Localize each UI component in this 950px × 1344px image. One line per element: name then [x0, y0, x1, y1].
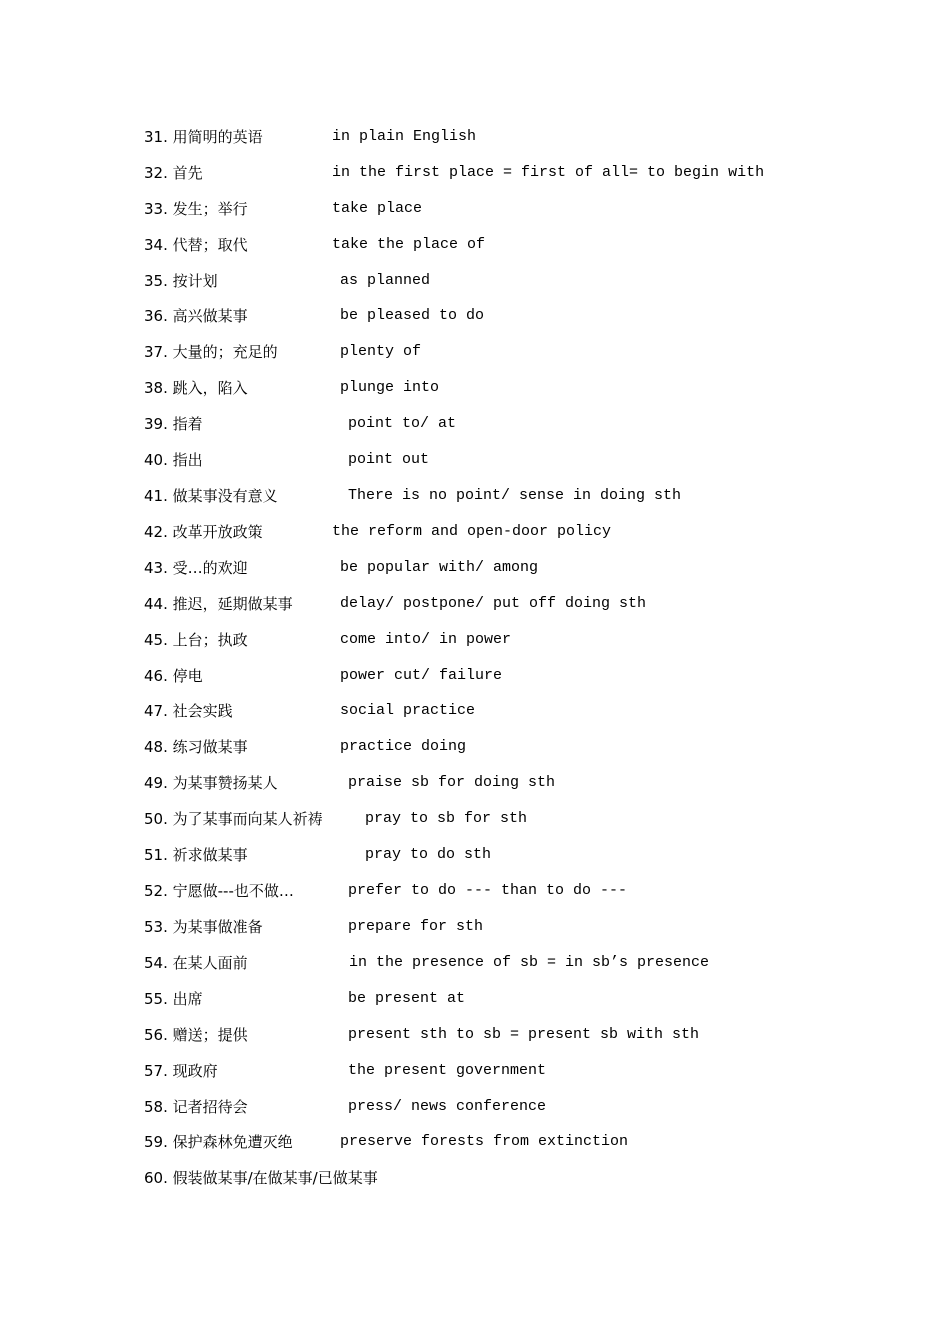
- chinese-term: 45. 上台；执政: [144, 631, 248, 649]
- list-item: [144, 592, 924, 616]
- list-item: [144, 1130, 924, 1154]
- english-phrase: be popular with/ among: [340, 559, 539, 576]
- english-phrase: present sth to sb = present sb with sth: [348, 1026, 700, 1043]
- list-item: [144, 269, 924, 293]
- chinese-term: 55. 出席: [144, 990, 203, 1008]
- list-item: [144, 664, 924, 688]
- english-phrase: pray to do sth: [365, 846, 492, 863]
- english-phrase: come into/ in power: [340, 631, 512, 648]
- chinese-term: 41. 做某事没有意义: [144, 487, 278, 505]
- chinese-term: 47. 社会实践: [144, 702, 233, 720]
- chinese-term: 52. 宁愿做---也不做…: [144, 882, 294, 900]
- list-item: [144, 233, 924, 257]
- english-phrase: preserve forests from extinction: [340, 1133, 629, 1150]
- english-phrase: as planned: [340, 272, 431, 289]
- english-phrase: the present government: [348, 1062, 547, 1079]
- chinese-term: 31. 用简明的英语: [144, 128, 263, 146]
- english-phrase: be present at: [348, 990, 466, 1007]
- chinese-term: 35. 按计划: [144, 272, 218, 290]
- chinese-term: 60. 假装做某事/在做某事/已做某事: [144, 1169, 378, 1187]
- chinese-term: 42. 改革开放政策: [144, 523, 263, 541]
- list-item: [144, 699, 924, 723]
- list-item: [144, 879, 924, 903]
- chinese-term: 43. 受…的欢迎: [144, 559, 248, 577]
- list-item: [144, 448, 924, 472]
- english-phrase: plunge into: [340, 379, 440, 396]
- english-phrase: point to/ at: [348, 415, 457, 432]
- list-item: [144, 915, 924, 939]
- english-phrase: practice doing: [340, 738, 467, 755]
- list-item: [144, 125, 924, 149]
- english-phrase: praise sb for doing sth: [348, 774, 556, 791]
- list-item: [144, 376, 924, 400]
- list-item: [144, 556, 924, 580]
- list-item: [144, 1059, 924, 1083]
- chinese-term: 54. 在某人面前: [144, 954, 248, 972]
- english-phrase: take place: [332, 200, 423, 217]
- chinese-term: 49. 为某事赞扬某人: [144, 774, 278, 792]
- chinese-term: 48. 练习做某事: [144, 738, 248, 756]
- chinese-term: 38. 跳入，陷入: [144, 379, 248, 397]
- english-phrase: pray to sb for sth: [365, 810, 528, 827]
- english-phrase: be pleased to do: [340, 307, 485, 324]
- chinese-term: 46. 停电: [144, 667, 203, 685]
- list-item: [144, 304, 924, 328]
- list-item: [144, 161, 924, 185]
- chinese-term: 32. 首先: [144, 164, 203, 182]
- list-item: [144, 1023, 924, 1047]
- chinese-term: 44. 推迟，延期做某事: [144, 595, 293, 613]
- list-item: [144, 1166, 924, 1190]
- english-phrase: prefer to do --- than to do ---: [348, 882, 628, 899]
- list-item: [144, 520, 924, 544]
- chinese-term: 58. 记者招待会: [144, 1098, 248, 1116]
- english-phrase: in the presence of sb = in sb’s presence: [349, 954, 710, 971]
- list-item: [144, 735, 924, 759]
- chinese-term: 37. 大量的；充足的: [144, 343, 278, 361]
- chinese-term: 36. 高兴做某事: [144, 307, 248, 325]
- list-item: [144, 412, 924, 436]
- list-item: [144, 951, 924, 975]
- english-phrase: delay/ postpone/ put off doing sth: [340, 595, 647, 612]
- chinese-term: 39. 指着: [144, 415, 203, 433]
- english-phrase: the reform and open-door policy: [332, 523, 612, 540]
- chinese-term: 34. 代替；取代: [144, 236, 248, 254]
- chinese-term: 53. 为某事做准备: [144, 918, 263, 936]
- english-phrase: plenty of: [340, 343, 422, 360]
- english-phrase: power cut/ failure: [340, 667, 503, 684]
- list-item: [144, 987, 924, 1011]
- list-item: [144, 771, 924, 795]
- chinese-term: 40. 指出: [144, 451, 203, 469]
- list-item: [144, 197, 924, 221]
- chinese-term: 56. 赠送；提供: [144, 1026, 248, 1044]
- english-phrase: press/ news conference: [348, 1098, 547, 1115]
- chinese-term: 50. 为了某事而向某人祈祷: [144, 810, 323, 828]
- english-phrase: in the first place = first of all= to begin with: [332, 164, 765, 181]
- english-phrase: in plain English: [332, 128, 477, 145]
- list-item: [144, 807, 924, 831]
- list-item: [144, 843, 924, 867]
- chinese-term: 33. 发生；举行: [144, 200, 248, 218]
- english-phrase: take the place of: [332, 236, 486, 253]
- english-phrase: point out: [348, 451, 430, 468]
- english-phrase: social practice: [340, 702, 476, 719]
- list-item: [144, 484, 924, 508]
- list-item: [144, 1095, 924, 1119]
- list-item: [144, 628, 924, 652]
- chinese-term: 57. 现政府: [144, 1062, 218, 1080]
- english-phrase: There is no point/ sense in doing sth: [348, 487, 682, 504]
- chinese-term: 51. 祈求做某事: [144, 846, 248, 864]
- list-item: [144, 340, 924, 364]
- english-phrase: prepare for sth: [348, 918, 484, 935]
- chinese-term: 59. 保护森林免遭灭绝: [144, 1133, 293, 1151]
